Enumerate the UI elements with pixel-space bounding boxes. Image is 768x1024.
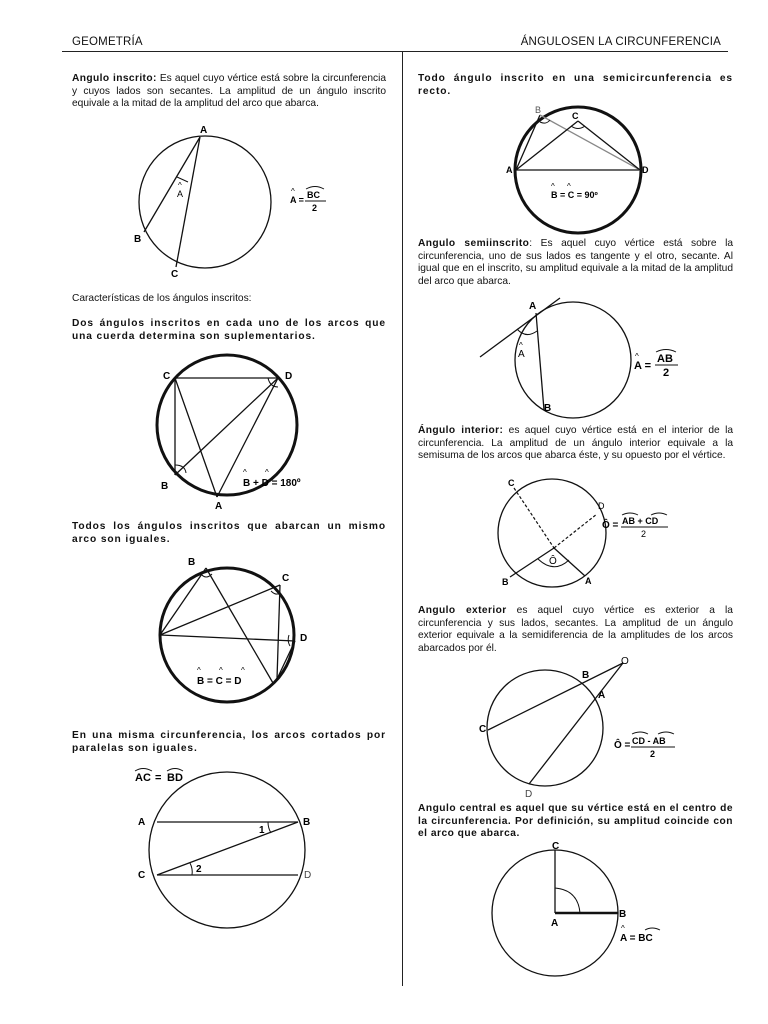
semiinscrito-term: Angulo semiinscrito (418, 238, 530, 249)
semicircunferencia-hat-c: ^ (567, 182, 571, 191)
interior-label-a: A (585, 576, 592, 586)
semiinscrito-formula-lhs: A = (634, 360, 652, 372)
paralelas-label-2: 2 (196, 864, 202, 875)
suplementarios-formula: B + D = 180º (243, 478, 301, 489)
inscrito-term: Angulo inscrito: (72, 73, 157, 84)
paralelas-formula-rhs: BD (167, 772, 183, 784)
semiinscrito-diagram (478, 295, 688, 420)
central-formula-hat: ^ (621, 924, 625, 933)
semicircunferencia-hat-b: ^ (551, 182, 555, 191)
inscrito-label-a: A (200, 125, 208, 136)
inscrito-formula-hat: ^ (291, 187, 295, 196)
central-text: Angulo central es aquel que su vértice está en el centro de la circunferencia. Por definición, su amplitud coincide con el arco que abarca. (418, 803, 733, 840)
iguales-label-b: B (188, 557, 196, 568)
exterior-label-d: D (525, 789, 533, 800)
semicircunferencia-label-d: D (642, 165, 649, 175)
inscrito-text: Es aquel cuyo vértice está sobre la circunferencia y cuyos lados son secantes. La amplitud de un ángulo inscrito equivale a la mitad de la amplitud del arco que abarca. (72, 73, 387, 110)
interior-diagram (488, 478, 688, 590)
inscrito-formula-num: BC (307, 190, 320, 200)
suplementarios-label-c: C (163, 371, 171, 382)
paralelas-label-a: A (138, 817, 146, 828)
inscrito-paragraph (72, 73, 386, 111)
inscrito-diagram (130, 122, 330, 282)
inscrito-angle-hat: ^ (178, 181, 182, 190)
iguales-formula: B = C = D (197, 676, 242, 687)
semiinscrito-text: : Es aquel cuyo vértice está sobre la circunferencia, uno de sus lados es tangente y el otro, secante. Al igual que en el inscrito, su amplitud equivale a la mitad de la amplitud del arco que abarca. (418, 238, 734, 287)
header-rule (62, 51, 728, 52)
caracteristicas-heading: Características de los ángulos inscritos: (72, 293, 252, 304)
suplementarios-hat-b: ^ (243, 468, 247, 477)
exterior-label-b: B (582, 670, 590, 681)
semiinscrito-label-a: A (529, 301, 537, 312)
suplementarios-label-b: B (161, 481, 169, 492)
semiinscrito-angle-hat: ^ (519, 341, 523, 350)
semiinscrito-label-b: B (544, 403, 552, 414)
exterior-label-o: O (621, 656, 629, 667)
iguales-hat-b: ^ (197, 666, 201, 675)
exterior-formula-den: 2 (650, 749, 656, 759)
iguales-hat-d: ^ (241, 666, 245, 675)
paralelas-label-b: B (303, 817, 311, 828)
inscrito-angle-label: A (177, 189, 184, 199)
iguales-text: Todos los ángulos inscritos que abarcan un mismo arco son iguales. (72, 521, 386, 545)
interior-formula-lhs: Ô = (602, 520, 619, 531)
suplementarios-diagram (150, 365, 350, 512)
interior-text: es aquel cuyo vértice está en el interior de la circunferencia. La amplitud de un ángulo interior equivale a la semisuma de los arcos que abarca éste, y su opuesto por el vértice. (418, 425, 734, 462)
interior-label-b: B (502, 577, 509, 587)
central-label-a: A (551, 918, 559, 929)
paralelas-label-c: C (138, 870, 146, 881)
interior-term: Ángulo interior: (418, 425, 504, 436)
semiinscrito-formula-hat: ^ (635, 352, 639, 361)
interior-angle-label: Ô (549, 556, 557, 567)
central-diagram (492, 840, 692, 990)
semiinscrito-formula-num: AB (657, 353, 673, 365)
semicircunferencia-label-c: C (572, 111, 579, 121)
interior-formula-den: 2 (641, 529, 647, 539)
iguales-hat-c: ^ (219, 666, 223, 675)
interior-label-d: D (598, 501, 605, 511)
semicircunferencia-formula: B = C = 90º (551, 190, 598, 200)
inscrito-label-c: C (171, 269, 179, 280)
paralelas-label-d: D (304, 870, 312, 881)
exterior-diagram (477, 655, 697, 800)
exterior-formula-lhs: Ô = (614, 740, 631, 751)
paralelas-label-1: 1 (259, 825, 265, 836)
interior-formula-num: AB + CD (622, 516, 659, 526)
central-formula: A = BC (620, 933, 653, 944)
paralelas-diagram (135, 765, 335, 930)
semicircunferencia-text: Todo ángulo inscrito en una semicircunferencia es recto. (418, 73, 733, 97)
exterior-text: es aquel cuyo vértice es exterior a la circunferencia y sus lados, secantes. La amplitud de un ángulo exterior equivale a la semidiferencia de la amplitudes de los arcos abarcados por él. (418, 605, 733, 654)
paralelas-formula-lhs: AC (135, 772, 151, 784)
suplementarios-label-a: A (215, 501, 223, 512)
semicircunferencia-diagram (505, 103, 665, 238)
central-label-b: B (619, 909, 627, 920)
suplementarios-hat-d: ^ (265, 468, 269, 477)
exterior-label-c: C (479, 724, 487, 735)
iguales-label-d: D (300, 633, 308, 644)
iguales-diagram (150, 555, 350, 705)
header-subject: GEOMETRÍA (72, 36, 143, 48)
paralelas-text: En una misma circunferencia, los arcos cortados por paralelas son iguales. (72, 730, 386, 754)
central-label-c: C (552, 841, 560, 852)
semicircunferencia-label-a: A (506, 165, 513, 175)
paralelas-formula-eq: = (155, 772, 162, 784)
exterior-label-a: A (598, 690, 606, 701)
column-divider (402, 52, 403, 986)
inscrito-label-b: B (134, 234, 142, 245)
semiinscrito-formula-den: 2 (663, 367, 670, 379)
exterior-term: Angulo exterior (418, 605, 507, 616)
inscrito-formula-den: 2 (312, 203, 318, 213)
semicircunferencia-label-b: B (535, 105, 542, 115)
interior-label-c: C (508, 478, 515, 488)
suplementarios-label-d: D (285, 371, 293, 382)
semiinscrito-angle-label: A (518, 349, 525, 360)
inscrito-formula-lhs: A = (290, 195, 304, 205)
header-topic: ÁNGULOSEN LA CIRCUNFERENCIA (520, 36, 721, 48)
iguales-label-c: C (282, 573, 290, 584)
page-header (72, 34, 721, 52)
suplementarios-text: Dos ángulos inscritos en cada uno de los arcos que una cuerda determina son suplementarios. (72, 318, 386, 342)
exterior-formula-num: CD - AB (632, 736, 666, 746)
